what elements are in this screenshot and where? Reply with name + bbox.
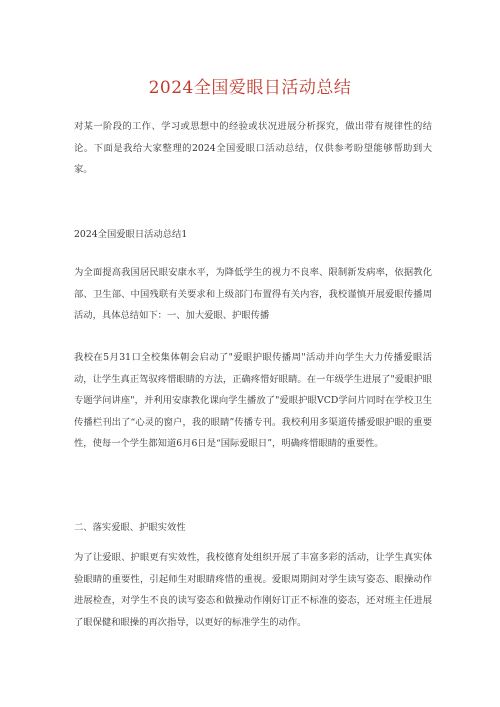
paragraph-2: 我校在5月31口全校集体朝会启动了"爱眼护眼传播周"活动并向学生大力传播爱眼活动，让学生真正驾驭疼惜眼睛的方法，正确疼惜好眼睛。在一年级学生进展了"爱眼护眼专题学问讲座"，并利用安康教化课向学生播放了"爱眼护眼VCD学问片同时在学校卫生传播栏刊出了“心灵的窗户，我的眼睛”传播专刊。我校利用多渠道传播爱眼护眼的重要性，使每一个学生都知道6月6日是“国际爱眼日”，明确疼惜眼睛的重要性。 bbox=[74, 352, 432, 449]
paragraph-3: 为了让爱眼、护眼更有实效性，我校德育处组织开展了丰富多彩的活动，让学生真实体验眼睛的重要性，引起师生对眼睛疼惜的重视。爱眼周期间对学生读写姿态、眼操动作进展检查，对学生不良的读写姿态和做操动作刚好订正不标准的姿态，还对班主任进展了眼保健和眼操的再次指导，以更好的标准学生的动作。 bbox=[74, 552, 432, 628]
paragraph-1: 为全面提高我国居民眼安康水平，为降低学生的视力不良率、限制新发病率，依据教化部、卫生部、中国残联有关要求和上级部门布置得有关内容，我校谨慎开展爱眼传播周活动，具体总结如下：一、加大爱眼、护眼传播 bbox=[74, 267, 432, 321]
subheading-2: 二、落实爱眼、护眼实效性 bbox=[74, 522, 186, 533]
section-heading: 2024全国爱眼日活动总结1 bbox=[74, 229, 188, 240]
page-title: 2024全国爱眼日活动总结 bbox=[148, 78, 352, 98]
intro-paragraph: 对某一阶段的工作、学习或思想中的经验或状况进展分析探究，做出带有规律性的结论。下面是我给大家整理的2024全国爱眼口活动总结，仅供参考盼望能够帮助到大家。 bbox=[74, 121, 432, 175]
